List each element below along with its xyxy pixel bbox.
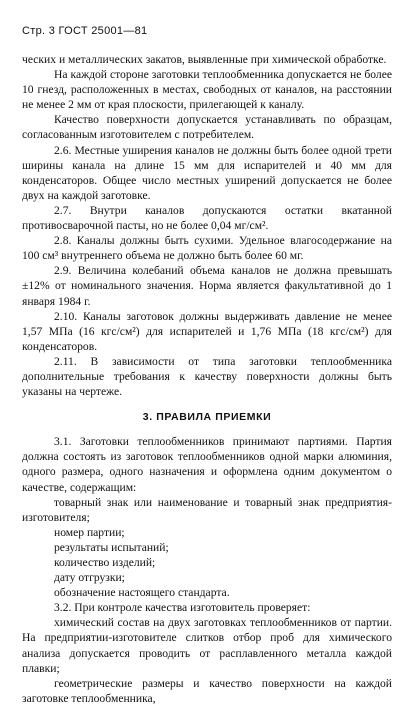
paragraph: 3.2. При контроле качества изготовитель проверяет: [54,601,311,615]
paragraph: На каждой стороне заготовки теплообменника допускается не более 10 гнезд, расположенных в местах, свободных от каналов, на расстоянии не менее 2 мм от края плоскости, прилегающей к каналу. [22,68,392,112]
paragraph: геометрические размеры и качество поверхности на каждой заготовке теплообменника, [22,676,392,705]
paragraph: 2.9. Величина колебаний объема каналов не должна превышать ±12% от номинального значения. Норма является факультативной до 1 января 1984 г. [22,264,392,308]
paragraph: 2.7. Внутри каналов допускаются остатки вкатанной противосварочной пасты, но не более 0,04 мг/см². [22,203,392,233]
paragraph: 2.8. Каналы должны быть сухими. Удельное влагосодержание на 100 см³ внутреннего объема не должно быть более 60 мг. [22,234,392,263]
list-item: номер партии; [54,525,125,539]
paragraph: ческих и металлических закатов, выявленные при химической обработке. [22,53,387,66]
paragraph: 2.11. В зависимости от типа заготовки теплообменника дополнительные требования к качеству поверхности должны быть указаны на чертеже. [22,354,392,399]
paragraph: 3.1. Заготовки теплообменников принимают партиями. Партия должна состоять из заготовок теплообменников одной марки алюминия, одного размера, одного назначения и оформлена одним документом о качестве, содержащим: [22,435,392,494]
page-header: Стр. 3 ГОСТ 25001—81 [22,25,148,37]
document-body [22,52,392,706]
paragraph: Качество поверхности допускается устанавливать по образцам, согласованным изготовителем с потребителем. [22,113,392,142]
paragraph: химический состав на двух заготовках теплообменников от партии. На предприятии-изготовителе слитков отбор проб для химического анализа допускается проводить от расплавленного металла каждой плавки; [22,616,392,675]
section-title: 3. ПРАВИЛА ПРИЕМКИ [142,411,272,424]
paragraph: 2.10. Каналы заготовок должны выдерживать давление не менее 1,57 МПа (16 кгс/см²) для испарителей и 1,76 МПа (18 кгс/см²) для конденсаторов. [22,309,392,353]
list-item: дату отгрузки; [54,571,125,585]
list-item: результаты испытаний; [54,540,169,554]
list-item: обозначение настоящего стандарта. [54,586,230,600]
paragraph: 2.6. Местные уширения каналов не должны быть более одной трети ширины канала на длине 15 мм для испарителей и 40 мм для конденсаторов. Общее число местных уширений допускается не более двух на каждой заготовке. [22,143,392,202]
paragraphs-before [22,52,392,399]
list-item: количество изделий; [54,556,156,569]
paragraph: товарный знак или наименование и товарный знак предприятия-изготовителя; [22,495,392,524]
paragraphs-after [22,434,392,706]
